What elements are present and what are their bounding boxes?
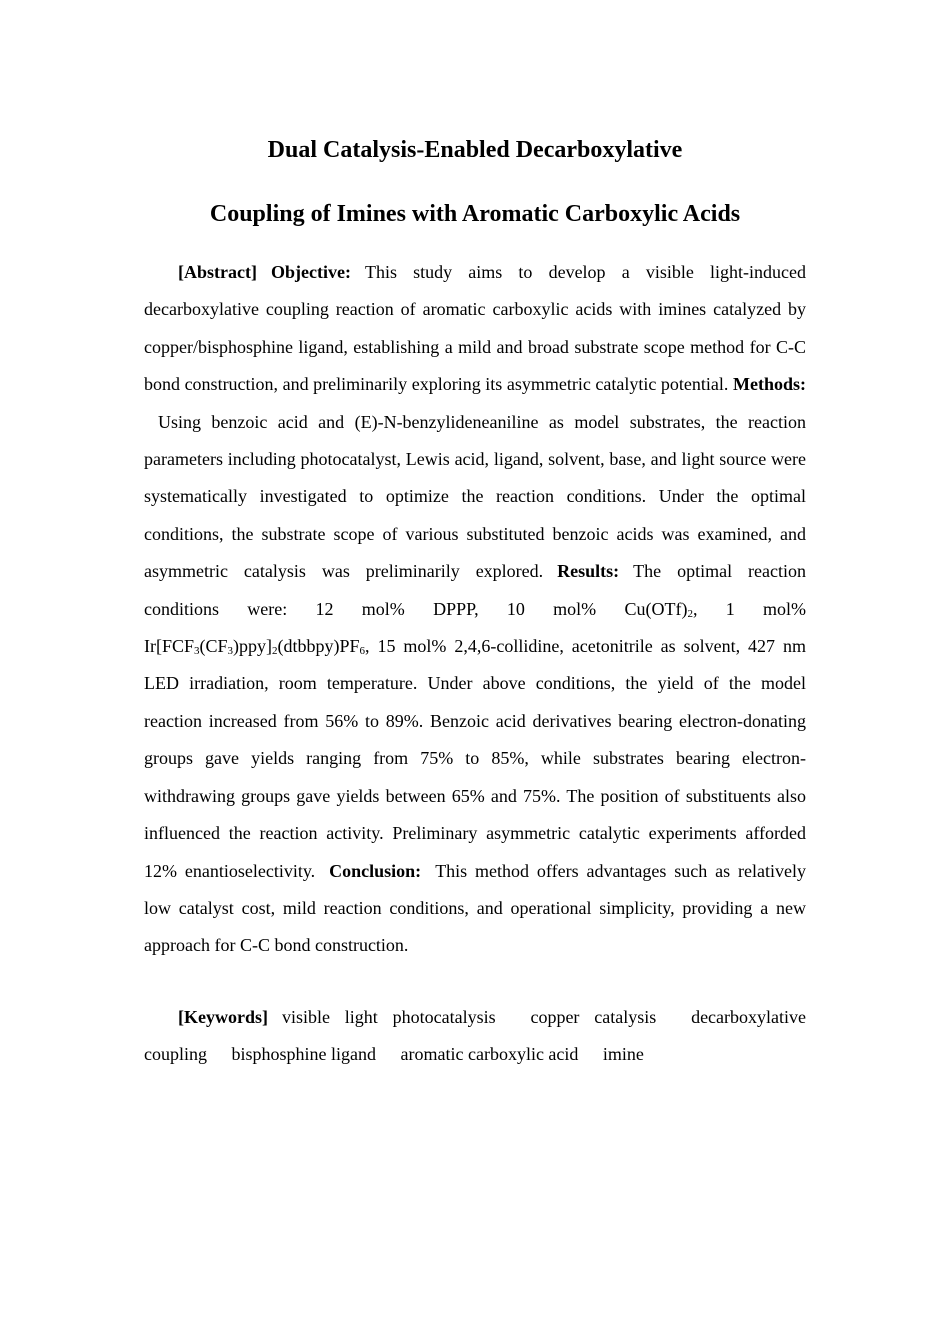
keyword-item: decarboxylative coupling <box>144 1006 807 1064</box>
results-label: Results: <box>557 561 620 582</box>
paper-page <box>144 118 806 1073</box>
methods-text: Using benzoic acid and (E)-N-benzylideneaniline as model substrates, the reaction parameters including photocatalyst, Lewis acid, ligand, solvent, base, and light source were systematically investigated to optimize the reaction conditions. Under the optimal conditions, the substrate scope of various substituted benzoic acids was examined, and asymmetric catalysis was preliminarily explored. <box>144 411 806 582</box>
results-text-3: (CF <box>199 636 228 657</box>
results-subscript-1: 2 <box>687 607 693 620</box>
keyword-item: visible light photocatalysis <box>281 1006 496 1027</box>
keywords-paragraph <box>144 999 806 1073</box>
title-line-2: Coupling of Imines with Aromatic Carboxylic Acids <box>209 201 741 227</box>
results-subscript-5: 6 <box>359 645 366 658</box>
results-subscript-2: 3 <box>194 645 200 658</box>
keywords-label: [Keywords] <box>178 1006 268 1027</box>
conclusion-label: Conclusion: <box>329 860 422 881</box>
results-text-2: , 1 mol% Ir[FCF <box>144 598 806 657</box>
objective-text: This study aims to develop a visible light-induced decarboxylative coupling reaction of aromatic carboxylic acids with imines catalyzed by copper/bisphosphine ligand, establishing a mild and broad substrate scope method for C-C bond construction, and preliminarily exploring its asymmetric catalytic potential. <box>144 262 806 395</box>
results-text-1: The optimal reaction conditions were: 12 mol% DPPP, 10 mol% Cu(OTf) <box>144 561 806 619</box>
keyword-item: bisphosphine ligand <box>231 1043 376 1064</box>
paper-title <box>144 118 806 246</box>
objective-label: Objective: <box>270 262 351 282</box>
abstract-label: [Abstract] <box>178 262 257 282</box>
keyword-item: copper catalysis <box>530 1006 657 1027</box>
conclusion-text: This method offers advantages such as relatively low catalyst cost, mild reaction conditions, and operational simplicity, providing a new approach for C-C bond construction. <box>144 860 806 956</box>
results-subscript-3: 3 <box>227 645 234 658</box>
keyword-item: imine <box>602 1043 644 1064</box>
abstract-paragraph <box>144 254 806 965</box>
results-text-5: (dtbbpy)PF <box>277 636 360 657</box>
methods-label: Methods: <box>733 374 806 395</box>
results-text-6: , 15 mol% 2,4,6-collidine, acetonitrile as solvent, 427 nm LED irradiation, room temperature. Under above conditions, the yield of the model reaction increased from 56% to 89%. Benzoic acid derivatives bearing electron-donating groups gave yields ranging from 75% to 85%, while substrates bearing electron-withdrawing groups gave yields between 65% and 75%. The position of substituents also influenced the reaction activity. Preliminary asymmetric catalytic experiments afforded 12% enantioselectivity. <box>144 636 806 881</box>
results-text-4: )ppy] <box>233 636 273 657</box>
keyword-item: aromatic carboxylic acid <box>400 1043 579 1064</box>
title-line-1: Dual Catalysis-Enabled Decarboxylative <box>267 137 683 163</box>
results-subscript-4: 2 <box>272 645 278 658</box>
